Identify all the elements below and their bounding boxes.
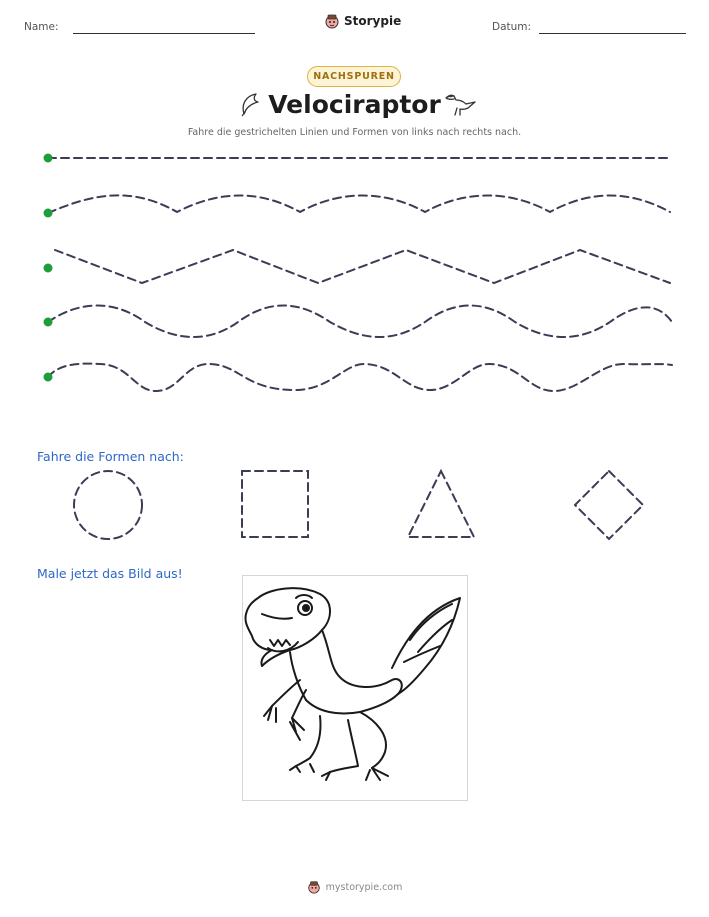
storypie-mascot-icon (307, 880, 321, 894)
start-dot-2 (44, 209, 53, 218)
footer (0, 880, 709, 894)
date-label: Datum: (492, 21, 532, 33)
trace-shape-square[interactable] (242, 471, 308, 537)
start-dot-1 (44, 154, 53, 163)
start-dot-4 (44, 318, 53, 327)
trace-shape-circle[interactable] (74, 471, 142, 539)
page-title: Velociraptor (268, 90, 441, 119)
footer-site[interactable]: mystorypie.com (325, 881, 403, 893)
trace-line-bumpy-wave[interactable] (48, 364, 672, 391)
trace-line-wave[interactable] (48, 306, 672, 338)
trace-line-zigzag[interactable] (55, 250, 670, 283)
brand-name: Storypie (344, 14, 402, 28)
shapes-section-label: Fahre die Formen nach: (37, 449, 184, 464)
trace-shape-diamond[interactable] (575, 471, 643, 539)
start-dot-3 (44, 264, 53, 273)
coloring-section-label: Male jetzt das Bild aus! (37, 566, 183, 581)
activity-badge: NACHSPUREN (307, 66, 401, 87)
name-label: Name: (24, 21, 59, 33)
trace-line-gentle-wave[interactable] (48, 195, 670, 213)
trace-shape-triangle[interactable] (408, 471, 474, 537)
start-dot-5 (44, 373, 53, 382)
instruction-text: Fahre die gestrichelten Linien und Formen von links nach rechts nach. (187, 127, 522, 138)
